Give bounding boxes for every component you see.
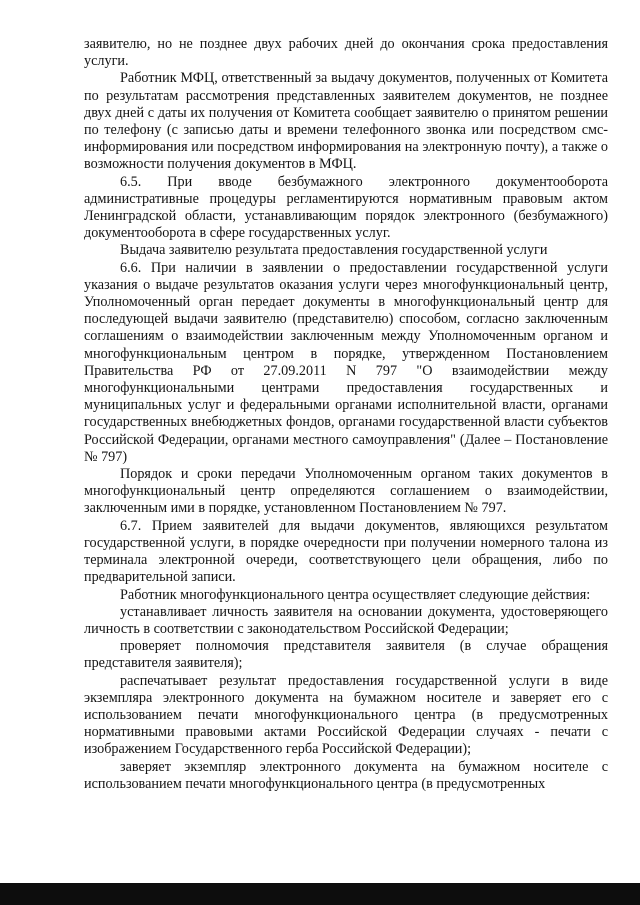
paragraph-check-authority: проверяет полномочия представителя заявителя (в случае обращения представителя заявителя);	[84, 638, 608, 672]
paragraph-6-6: 6.6. При наличии в заявлении о предоставлении государственной услуги указания о выдаче результатов оказания услуги через многофункциональный центр, Уполномоченный орган передает документы в многофункциональный центр для последующей выдачи заявителю (представителю) способом, согласно заключенным соглашениям о взаимодействии заключенным между Уполномоченным органом и многофункциональным центром в порядке, утвержденном Постановлением Правительства РФ от 27.09.2011 N 797 "О взаимодействии между многофункциональными центрами предоставления государственных и муниципальных услуг и федеральными органами исполнительной власти, органами государственных внебюджетных фондов, органами государственной власти субъектов Российской Федерации, органами местного самоуправления" (Далее – Постановление № 797)	[84, 259, 608, 465]
document-body	[84, 36, 608, 793]
paragraph-6-5: 6.5. При вводе безбумажного электронного документооборота административные процедуры регламентируются нормативным правовым актом Ленинградской области, устанавливающим порядок электронного (безбумажного) документооборота в сфере государственных услуг.	[84, 173, 608, 242]
paragraph-mfc-worker-notification: Работник МФЦ, ответственный за выдачу документов, полученных от Комитета по результатам рассмотрения представленных заявителем документов, не позднее двух дней с даты их получения от Комитета сообщает заявителю о принятом решении по телефону (с записью даты и времени телефонного звонка или посредством смс-информирования или посредством информирования на электронную почту), а также о возможности получения документов в МФЦ.	[84, 70, 608, 173]
paragraph-print-result: распечатывает результат предоставления государственной услуги в виде экземпляра электронного документа на бумажном носителе и заверяет его с использованием печати многофункционального центра (в предусмотренных нормативными правовыми актами Российской Федерации случаях - печати с изображением Государственного герба Российской Федерации);	[84, 672, 608, 758]
paragraph-identify-applicant: устанавливает личность заявителя на основании документа, удостоверяющего личность в соответствии с законодательством Российской Федерации;	[84, 603, 608, 637]
paragraph-6-7: 6.7. Прием заявителей для выдачи документов, являющихся результатом государственной услуги, в порядке очередности при получении номерного талона из терминала электронной очереди, соответствующего цели обращения, либо по предварительной записи.	[84, 517, 608, 586]
paragraph-worker-actions: Работник многофункционального центра осуществляет следующие действия:	[120, 586, 591, 603]
section-heading-result-issuance: Выдача заявителю результата предоставления государственной услуги	[120, 242, 548, 259]
paragraph-certify-copy: заверяет экземпляр электронного документа на бумажном носителе с использованием печати многофункционального центра (в предусмотренных	[84, 758, 608, 792]
paragraph-continuation: заявителю, но не позднее двух рабочих дней до окончания срока предоставления услуги.	[84, 36, 608, 70]
scan-edge-strip	[0, 883, 640, 905]
paragraph-transfer-procedure: Порядок и сроки передачи Уполномоченным органом таких документов в многофункциональный центр определяются соглашением о взаимодействии, заключенным ими в порядке, установленном Постановлением № 797.	[84, 466, 608, 517]
